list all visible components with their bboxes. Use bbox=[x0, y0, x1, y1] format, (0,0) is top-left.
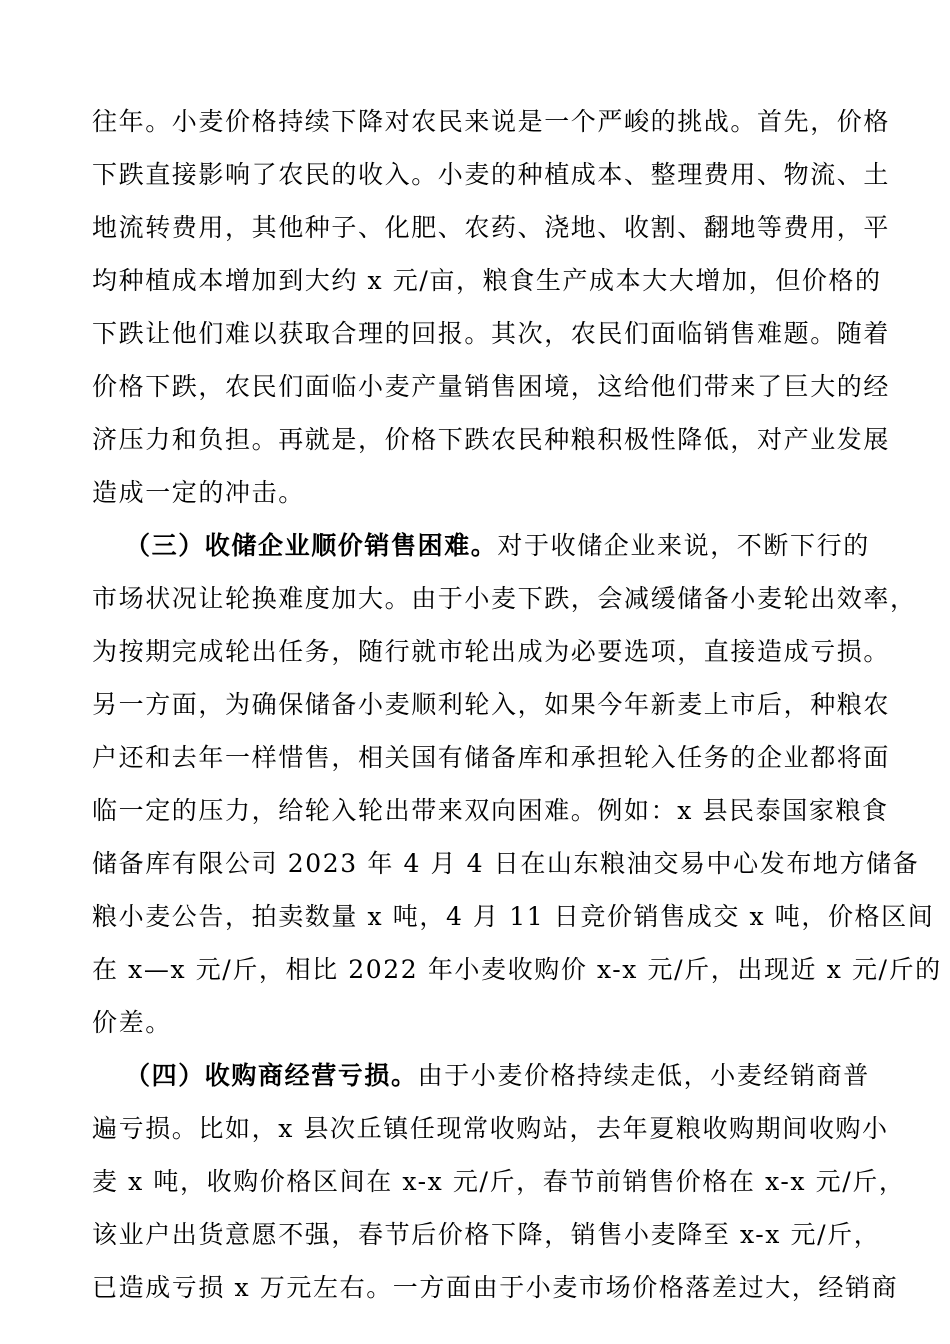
text-line: 下跌让他们难以获取合理的回报。其次，农民们面临销售难题。随着 bbox=[92, 319, 891, 348]
section-three-first-line bbox=[125, 522, 905, 570]
text-line: 往年。小麦价格持续下降对农民来说是一个严峻的挑战。首先，价格 bbox=[92, 107, 891, 136]
text-line: 价格下跌，农民们面临小麦产量销售困境，这给他们带来了巨大的经 bbox=[92, 372, 891, 401]
text-line: 价差。 bbox=[92, 1008, 172, 1037]
text-line: 市场状况让轮换难度加大。由于小麦下跌，会减缓储备小麦轮出效率， bbox=[92, 584, 917, 613]
section-four-heading: （四）收购商经营亏损。 bbox=[125, 1061, 418, 1090]
text-line: 该业户出货意愿不强，春节后价格下降，销售小麦降至 x-x 元/斤， bbox=[92, 1220, 881, 1249]
section-three-text: 对于收储企业来说，不断下行的 bbox=[497, 531, 870, 560]
text-line: 已造成亏损 x 万元左右。一方面由于小麦市场价格落差过大，经销商 bbox=[92, 1273, 899, 1302]
text-line: 另一方面，为确保储备小麦顺利轮入，如果今年新麦上市后，种粮农 bbox=[92, 690, 891, 719]
text-line: 户还和去年一样惜售，相关国有储备库和承担轮入任务的企业都将面 bbox=[92, 743, 891, 772]
text-line: 地流转费用，其他种子、化肥、农药、浇地、收割、翻地等费用，平 bbox=[92, 213, 891, 242]
text-line: 临一定的压力，给轮入轮出带来双向困难。例如：x 县民泰国家粮食 bbox=[92, 796, 889, 825]
section-four-first-line bbox=[125, 1052, 905, 1100]
text-line: 麦 x 吨，收购价格区间在 x-x 元/斤，春节前销售价格在 x-x 元/斤， bbox=[92, 1167, 906, 1196]
text-line: 粮小麦公告，拍卖数量 x 吨，4 月 11 日竞价销售成交 x 吨，价格区间 bbox=[92, 902, 935, 931]
text-line: 造成一定的冲击。 bbox=[92, 478, 305, 507]
text-line: 济压力和负担。再就是，价格下跌农民种粮积极性降低，对产业发展 bbox=[92, 425, 891, 454]
text-line: 储备库有限公司 2023 年 4 月 4 日在山东粮油交易中心发布地方储备 bbox=[92, 849, 920, 878]
text-line: 下跌直接影响了农民的收入。小麦的种植成本、整理费用、物流、土 bbox=[92, 160, 891, 189]
section-four-text: 由于小麦价格持续走低，小麦经销商普 bbox=[417, 1061, 870, 1090]
text-line: 遍亏损。比如，x 县次丘镇任现常收购站，去年夏粮收购期间收购小 bbox=[92, 1114, 889, 1143]
section-three-heading: （三）收储企业顺价销售困难。 bbox=[125, 531, 498, 560]
text-line: 在 x—x 元/斤，相比 2022 年小麦收购价 x-x 元/斤，出现近 x 元/斤的 bbox=[92, 955, 942, 984]
text-line: 均种植成本增加到大约 x 元/亩，粮食生产成本大大增加，但价格的 bbox=[92, 266, 882, 295]
text-line: 为按期完成轮出任务，随行就市轮出成为必要选项，直接造成亏损。 bbox=[92, 637, 891, 666]
